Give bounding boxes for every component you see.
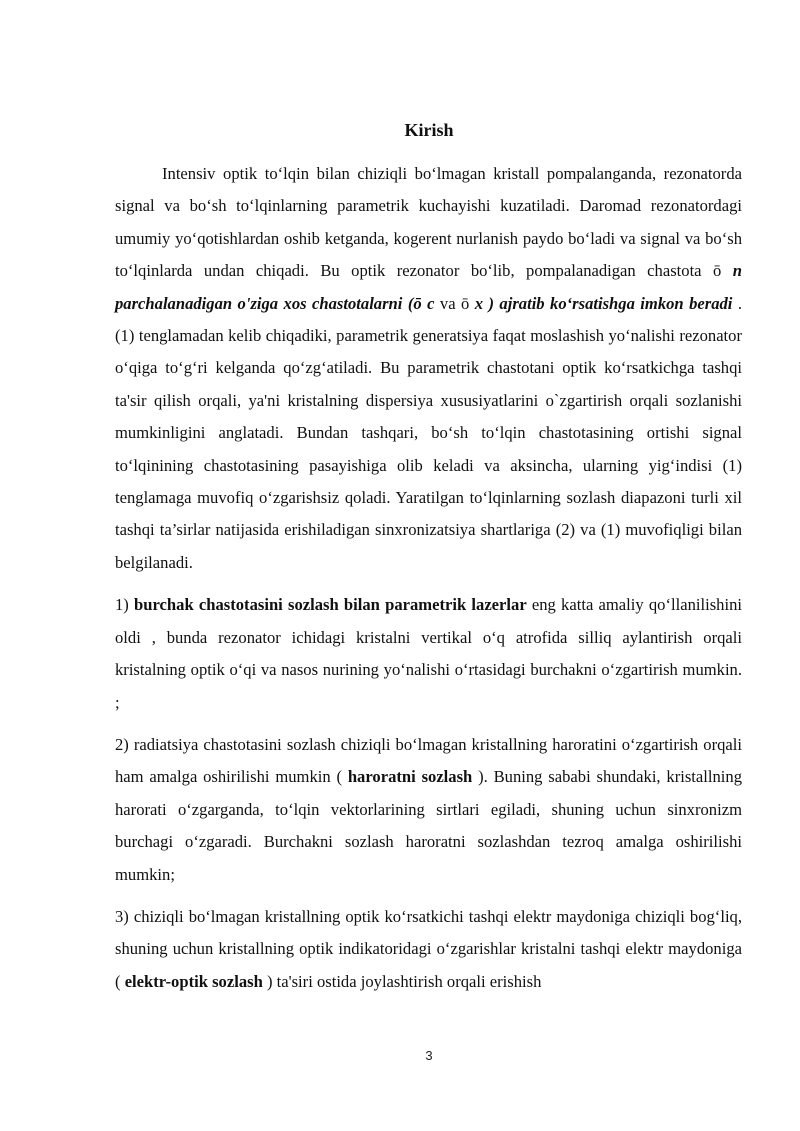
list-item-term: elektr-optik sozlash xyxy=(124,971,263,991)
intro-paragraph xyxy=(115,158,742,579)
list-item-text: eng katta amaliy qo‘llanilishini oldi , bunda rezonator ichidagi kristalni vertikal o‘q atrofida silliq aylantirish orqali kristalning optik o‘qi va nasos nurining yo‘nalishi o‘rtasidagi burchakni o‘zgartirish mumkin. ; xyxy=(115,595,742,712)
list-item-text: ). Buning sababi shundaki, kristallning harorati o‘zgarganda, to‘lqin vektorlarining sirtlari egiladi, shuning uchun sinxronizm burchagi o‘zgaradi. Burchakni sozlash haroratni sozlashdan tezroq amalga oshirilishi mumkin; xyxy=(115,767,742,884)
list-item-electro-optic-tuning xyxy=(115,901,742,998)
page-number: 3 xyxy=(425,1048,433,1063)
list-item-text: 3) chiziqli bo‘lmagan kristallning optik ko‘rsatkichi tashqi elektr maydoniga chiziqli bog‘liq, shuning uchun kristallning optik indikatoridagi o‘zgarishlar kristalni tashqi elektr maydoniga ( xyxy=(115,906,742,991)
intro-text-3: .(1) tenglamadan kelib chiqadiki, parametrik generatsiya faqat moslashish yo‘nalishi rezonator o‘qiga to‘g‘ri kelganda qo‘zg‘atiladi. Bu parametrik chastotani optik ko‘rsatkichga tashqi ta'sir qilish orqali, ya'ni kristalning dispersiya xususiyatlarini o`zgartirish orqali sozlanishi mumkinligini anglatadi. Bundan tashqari, bo‘sh to‘lqin chastotasining ortishi signal to‘lqinining chastotasining pasayishiga olib keladi va aksincha, ularning yig‘indisi (1) tenglamaga muvofiq o‘zgarishsiz qoladi. Yaratilgan to‘lqinlarning sozlash diapazoni turli xil tashqi ta’sirlar natijasida erishiladigan sinxronizatsiya shartlariga (2) va (1) muvofiqligi bilan belgilanadi. xyxy=(115,293,743,572)
intro-text-1: Intensiv optik to‘lqin bilan chiziqli bo‘lmagan kristall pompalanganda, rezonatorda signal va bo‘sh to‘lqinlarning parametrik kuchayishi kuzatiladi. Daromad rezonatordagi umumiy yo‘qotishlardan oshib ketganda, kogerent nurlanish paydo bo‘ladi va signal va bo‘sh to‘lqinlarda undan chiqadi. Bu optik rezonator bo‘lib, pompalanadigan chastota ō xyxy=(115,164,742,281)
list-item-text: ) ta'siri ostida joylashtirish orqali erishish xyxy=(262,971,542,991)
list-item-number: 1) xyxy=(115,595,135,615)
list-item-angle-tuning xyxy=(115,589,742,719)
intro-emphasis-1: n parchalanadigan o'ziga xos chastotalarni (ō c xyxy=(115,261,742,313)
list-item-text: 2) radiatsiya chastotasini sozlash chiziqli bo‘lmagan kristallning haroratini o‘zgartirish orqali ham amalga oshirilishi mumkin ( xyxy=(115,734,742,787)
list-item-term: burchak chastotasini sozlash bilan parametrik lazerlar xyxy=(134,595,527,615)
intro-emphasis-2: x ) ajratib ko‘rsatishga imkon beradi xyxy=(474,293,733,313)
document-body xyxy=(115,158,742,998)
list-item-temperature-tuning xyxy=(115,729,742,891)
list-item-term: haroratni sozlash xyxy=(347,767,473,787)
page-title: Kirish xyxy=(404,120,454,140)
intro-text-2: va ō xyxy=(434,293,475,313)
